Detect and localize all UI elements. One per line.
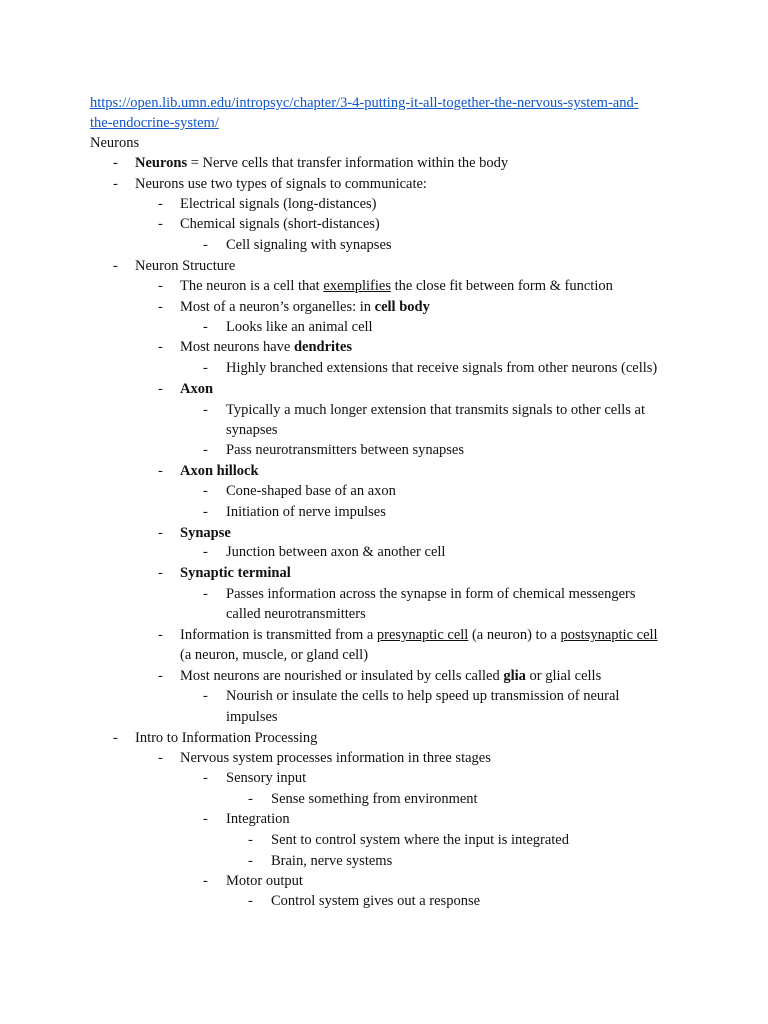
outline-item-level-1: [135, 153, 508, 173]
bullet-dash: -: [203, 402, 208, 418]
item-text: Intro to Information Processing: [135, 730, 318, 746]
outline-item-level-3: [226, 400, 645, 420]
item-text: impulses: [226, 709, 278, 725]
outline-item-level-2: [180, 214, 380, 234]
outline-item-level-2: [180, 645, 368, 665]
outline-item-level-2: [180, 748, 491, 768]
outline-item-level-3: [226, 481, 396, 501]
item-text: Electrical signals (long-distances): [180, 196, 377, 212]
bullet-dash: -: [113, 258, 118, 274]
bullet-dash: -: [203, 586, 208, 602]
outline-item-level-3: [226, 809, 290, 829]
bullet-dash: -: [203, 811, 208, 827]
bullet-dash: -: [158, 750, 163, 766]
bullet-dash: -: [113, 155, 118, 171]
source-link-line-2[interactable]: the-endocrine-system/: [90, 115, 219, 131]
bullet-dash: -: [158, 463, 163, 479]
item-text: Sense something from environment: [271, 791, 478, 807]
bullet-dash: -: [203, 319, 208, 335]
bullet-dash: -: [158, 216, 163, 232]
outline-item-level-4: [271, 789, 478, 809]
outline-item-level-3: [226, 542, 445, 562]
item-text: Sensory input: [226, 770, 307, 786]
outline-item-level-2: [180, 276, 613, 296]
bold-term: dendrites: [293, 339, 352, 355]
outline-item-level-2: [180, 297, 430, 317]
bullet-dash: -: [248, 853, 253, 869]
bullet-dash: -: [203, 442, 208, 458]
bold-term: Synaptic terminal: [180, 565, 291, 581]
outline-item-level-3: [226, 235, 392, 255]
item-text: or glial cells: [525, 668, 602, 684]
outline-item-level-2: [180, 523, 231, 543]
bullet-dash: -: [248, 832, 253, 848]
item-text: Initiation of nerve impulses: [226, 504, 386, 520]
outline-item-level-2: [180, 194, 377, 214]
item-text: Information is transmitted from a: [180, 627, 377, 643]
outline-item-level-4: [271, 830, 569, 850]
section-heading: Neurons: [90, 135, 140, 151]
outline-item-level-4: [271, 891, 480, 911]
item-text: Neuron Structure: [135, 258, 236, 274]
bold-term: Synapse: [180, 525, 231, 541]
bullet-dash: -: [158, 299, 163, 315]
bullet-dash: -: [248, 791, 253, 807]
underlined-term: postsynaptic cell: [560, 627, 658, 643]
underlined-term: exemplifies: [323, 278, 391, 294]
bullet-dash: -: [158, 339, 163, 355]
bullet-dash: -: [203, 504, 208, 520]
item-text: The neuron is a cell that: [180, 278, 324, 294]
outline-item-level-1: [135, 728, 317, 748]
outline-item-level-2: [180, 379, 213, 399]
item-text: Sent to control system where the input is integrated: [271, 832, 569, 848]
item-text: called neurotransmitters: [226, 606, 366, 622]
item-text: Highly branched extensions that receive signals from other neurons (cells): [226, 360, 658, 376]
bullet-dash: -: [203, 237, 208, 253]
item-text: the close fit between form & function: [391, 278, 613, 294]
item-text: Neurons use two types of signals to communicate:: [135, 176, 427, 192]
outline-item-level-1: [135, 174, 427, 194]
bullet-dash: -: [248, 893, 253, 909]
bullet-dash: -: [203, 770, 208, 786]
item-text: Brain, nerve systems: [271, 853, 393, 869]
bullet-dash: -: [158, 627, 163, 643]
bullet-dash: -: [203, 483, 208, 499]
item-text: Pass neurotransmitters between synapses: [226, 442, 464, 458]
item-text: Nourish or insulate the cells to help speed up transmission of neural: [226, 688, 620, 704]
bold-term: Axon hillock: [180, 463, 259, 479]
outline-item-level-3: [226, 871, 303, 891]
outline-item-level-3: [226, 707, 278, 727]
outline-item-level-3: [226, 686, 619, 706]
bullet-dash: -: [203, 360, 208, 376]
item-text: Motor output: [226, 873, 303, 889]
outline-item-level-2: [180, 563, 291, 583]
item-text: synapses: [226, 422, 278, 438]
outline-item-level-3: [226, 440, 464, 460]
item-text: Integration: [226, 811, 290, 827]
item-text: Chemical signals (short-distances): [180, 216, 380, 232]
outline-item-level-4: [271, 851, 392, 871]
outline-item-level-3: [226, 768, 306, 788]
item-text: Looks like an animal cell: [226, 319, 373, 335]
item-text: Nervous system processes information in three stages: [180, 750, 491, 766]
outline-item-level-2: [180, 625, 658, 645]
item-text: (a neuron, muscle, or gland cell): [180, 647, 369, 663]
item-text: Typically a much longer extension that transmits signals to other cells at: [226, 402, 645, 418]
bullet-dash: -: [113, 176, 118, 192]
outline-item-level-1: [135, 256, 235, 276]
bullet-dash: -: [113, 730, 118, 746]
underlined-term: presynaptic cell: [376, 627, 469, 643]
bullet-dash: -: [203, 873, 208, 889]
bullet-dash: -: [158, 278, 163, 294]
outline-item-level-2: [180, 666, 601, 686]
item-text: Most of a neuron’s organelles: in: [180, 299, 375, 315]
bold-term: Neurons: [135, 155, 188, 171]
source-link[interactable]: [90, 93, 680, 133]
outline-item-level-3: [226, 317, 373, 337]
bullet-dash: -: [203, 544, 208, 560]
outline-item-level-3: [226, 358, 657, 378]
item-text: = Nerve cells that transfer information within the body: [187, 155, 509, 171]
outline-item-level-3: [226, 604, 366, 624]
bold-term: cell body: [374, 299, 430, 315]
bold-term: glia: [503, 668, 526, 684]
bullet-dash: -: [158, 668, 163, 684]
bullet-dash: -: [203, 688, 208, 704]
item-text: Cell signaling with synapses: [226, 237, 392, 253]
item-text: Junction between axon & another cell: [226, 544, 446, 560]
source-link-line-1[interactable]: https://open.lib.umn.edu/intropsyc/chapter/3-4-putting-it-all-together-the-nervous-system-and-: [90, 95, 639, 111]
outline-item-level-2: [180, 337, 352, 357]
bullet-dash: -: [158, 196, 163, 212]
item-text: Cone-shaped base of an axon: [226, 483, 396, 499]
item-text: (a neuron) to a: [468, 627, 561, 643]
item-text: Most neurons have: [180, 339, 294, 355]
outline-item-level-3: [226, 420, 278, 440]
bullet-dash: -: [158, 525, 163, 541]
item-text: Passes information across the synapse in form of chemical messengers: [226, 586, 636, 602]
item-text: Control system gives out a response: [271, 893, 481, 909]
bullet-dash: -: [158, 381, 163, 397]
outline-item-level-2: [180, 461, 259, 481]
item-text: Most neurons are nourished or insulated by cells called: [180, 668, 504, 684]
outline-item-level-3: [226, 584, 636, 604]
bullet-dash: -: [158, 565, 163, 581]
outline-item-level-3: [226, 502, 386, 522]
bold-term: Axon: [180, 381, 214, 397]
